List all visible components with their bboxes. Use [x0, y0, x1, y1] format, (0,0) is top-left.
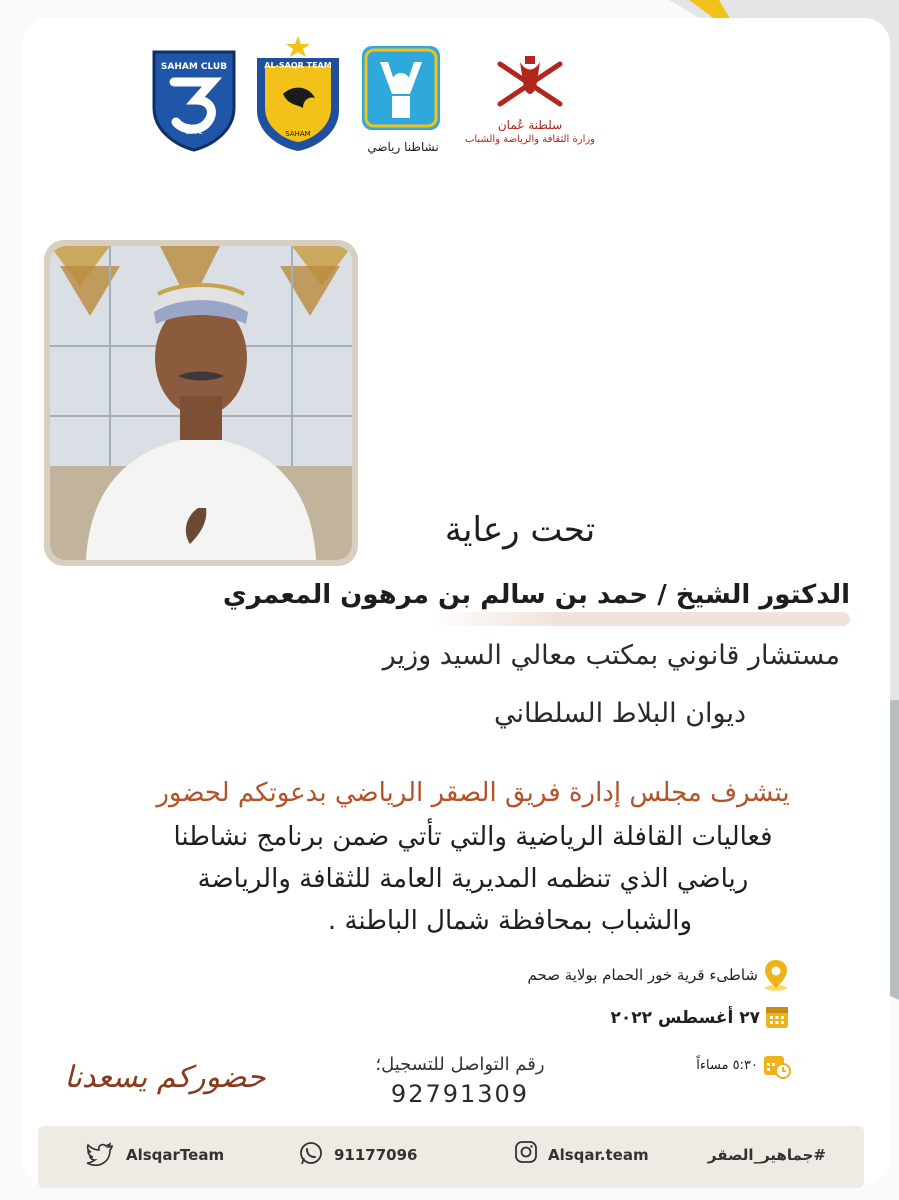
contact-footer [38, 1126, 864, 1188]
whatsapp-icon [298, 1140, 324, 1170]
event-date: ٢٧ أغسطس ٢٠٢٢ [610, 1008, 760, 1028]
saham-club-year: 1972 [185, 128, 203, 136]
event-time: ٥:٣٠ مساءاً [696, 1058, 758, 1073]
ministry-line2: وزارة الثقافة والرياضة والشباب [464, 134, 596, 145]
whatsapp-number[interactable]: 91177096 [334, 1146, 418, 1164]
registration-number[interactable]: 92791309 [390, 1080, 530, 1108]
saham-club-text: SAHAM CLUB [160, 62, 228, 72]
invitation-line2: فعاليات القافلة الرياضية والتي تأتي ضمن برنامج نشاطنا [173, 822, 773, 852]
invitation-line3: رياضي الذي تنظمه المديرية العامة للثقافة والرياضة [197, 864, 749, 894]
invitation-line4: والشباب بمحافظة شمال الباطنة . [327, 906, 693, 936]
alsaqr-team-sub: SAHAM [285, 130, 311, 138]
closing-signature: حضوركم يسعدنا [64, 1060, 266, 1095]
alsaqr-team-text: AL-SAQR TEAM [264, 61, 332, 70]
instagram-handle[interactable]: Alsqar.team [548, 1146, 649, 1164]
clock-calendar-icon [762, 1052, 792, 1084]
saham-club-logo [150, 48, 238, 152]
under-patronage-heading: تحت رعاية [444, 510, 596, 550]
calendar-icon [764, 1002, 790, 1034]
instagram-icon [514, 1140, 538, 1168]
invitation-line1: يتشرف مجلس إدارة فريق الصقر الرياضي بدعوتكم لحضور [156, 778, 790, 808]
alsaqr-team-logo [253, 36, 343, 152]
location-pin-icon [762, 958, 790, 996]
name-highlight-bar [430, 612, 850, 626]
guest-name: الدكتور الشيخ / حمد بن سالم بن مرهون المعمري [222, 580, 850, 610]
ministry-logo [464, 52, 596, 162]
nashatna-caption: نشاطنا رياضي [367, 140, 439, 154]
registration-label: رقم التواصل للتسجيل؛ [375, 1054, 545, 1075]
ministry-line1: سلطنة عُمان [497, 118, 563, 132]
twitter-handle[interactable]: AlsqarTeam [126, 1146, 225, 1164]
guest-title-line2: ديوان البلاط السلطاني [493, 698, 747, 729]
event-location: شاطىء قرية خور الحمام بولاية صحم [527, 966, 758, 984]
twitter-icon [86, 1142, 114, 1170]
guest-portrait [44, 240, 358, 566]
hashtag[interactable]: #جماهير_الصقر [707, 1146, 826, 1164]
nashatna-riyadi-logo [358, 42, 448, 167]
portrait-photo [50, 246, 352, 560]
guest-title-line1: مستشار قانوني بمكتب معالي السيد وزير [382, 640, 840, 671]
